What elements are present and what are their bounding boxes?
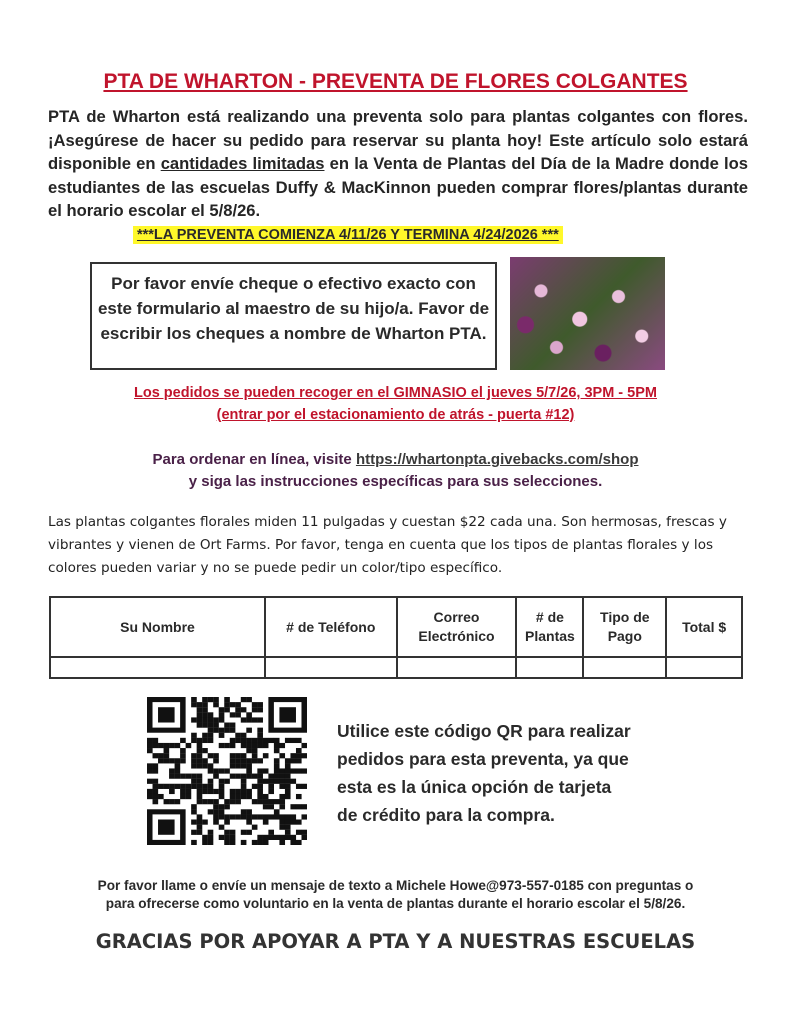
presale-dates-banner: ***LA PREVENTA COMIENZA 4/11/26 Y TERMINA 4/24/2026 *** xyxy=(133,226,563,244)
header-payment: Tipo de Pago xyxy=(583,597,666,657)
page-title: PTA DE WHARTON - PREVENTA DE FLORES COLGANTES xyxy=(103,70,688,93)
pickup-line-2: (entrar por el estacionamiento de atrás - puerta #12) xyxy=(216,407,575,423)
hanging-flowers-photo xyxy=(510,257,665,370)
qr-text-line: pedidos para esta preventa, ya que xyxy=(337,749,629,769)
qr-text-line: de crédito para la compra. xyxy=(337,805,555,825)
online-order-line-2: y siga las instrucciones específicas para sus selecciones. xyxy=(188,473,603,490)
order-form-table xyxy=(49,596,743,679)
qr-code-icon[interactable] xyxy=(147,697,307,845)
shop-link[interactable]: https://whartonpta.givebacks.com/shop xyxy=(355,451,639,468)
payment-field[interactable] xyxy=(583,657,666,678)
intro-text: PTA de Wharton está realizando una preventa solo para plantas colgantes con flores. ¡Asegúrese de hacer su pedido para reservar su planta hoy! Este artículo solo estará disponible en xyxy=(48,107,748,173)
header-name: Su Nombre xyxy=(50,597,265,657)
footer-line: para ofrecerse como voluntario en la venta de plantas durante el horario escolar el 5/8/26. xyxy=(105,896,686,911)
header-email: Correo Electrónico xyxy=(397,597,517,657)
intro-emphasis: cantidades limitadas xyxy=(160,154,325,173)
online-order-line xyxy=(0,451,791,468)
plant-details: Las plantas colgantes florales miden 11 pulgadas y cuestan $22 cada una. Son hermosas, frescas y vibrantes y vienen de Ort Farms. Por favor, tenga en cuenta que los tipos de plantas florales y los colores pueden variar y no se puede pedir un color/tipo específico. xyxy=(48,514,727,576)
total-field[interactable] xyxy=(666,657,742,678)
intro-text-end: en la Venta de Plantas del Día de la Madre donde los estudiantes de las escuelas Duffy & MacKinnon pueden comprar flores/plantas durante el horario escolar el 5/8/26. xyxy=(48,154,749,220)
qr-instructions xyxy=(337,717,631,829)
contact-footer xyxy=(0,877,791,913)
header-total: Total $ xyxy=(666,597,742,657)
header-plants: # de Plantas xyxy=(516,597,583,657)
phone-field[interactable] xyxy=(265,657,397,678)
plants-field[interactable] xyxy=(516,657,583,678)
intro-paragraph xyxy=(48,105,748,223)
online-prefix: Para ordenar en línea, visite xyxy=(152,451,356,468)
pickup-line-1: Los pedidos se pueden recoger en el GIMNASIO el jueves 5/7/26, 3PM - 5PM xyxy=(134,385,657,401)
footer-line: Por favor llame o envíe un mensaje de texto a Michele Howe@973-557-0185 con preguntas o xyxy=(97,878,694,893)
header-phone: # de Teléfono xyxy=(265,597,397,657)
name-field[interactable] xyxy=(50,657,265,678)
closing-message: GRACIAS POR APOYAR A PTA Y A NUESTRAS ESCUELAS xyxy=(95,930,696,953)
qr-text-line: esta es la única opción de tarjeta xyxy=(337,777,612,797)
email-field[interactable] xyxy=(397,657,517,678)
qr-text-line: Utilice este código QR para realizar xyxy=(337,721,631,741)
payment-instructions-box: Por favor envíe cheque o efectivo exacto con este formulario al maestro de su hijo/a. Favor de escribir los cheques a nombre de Wharton PTA. xyxy=(90,262,497,370)
